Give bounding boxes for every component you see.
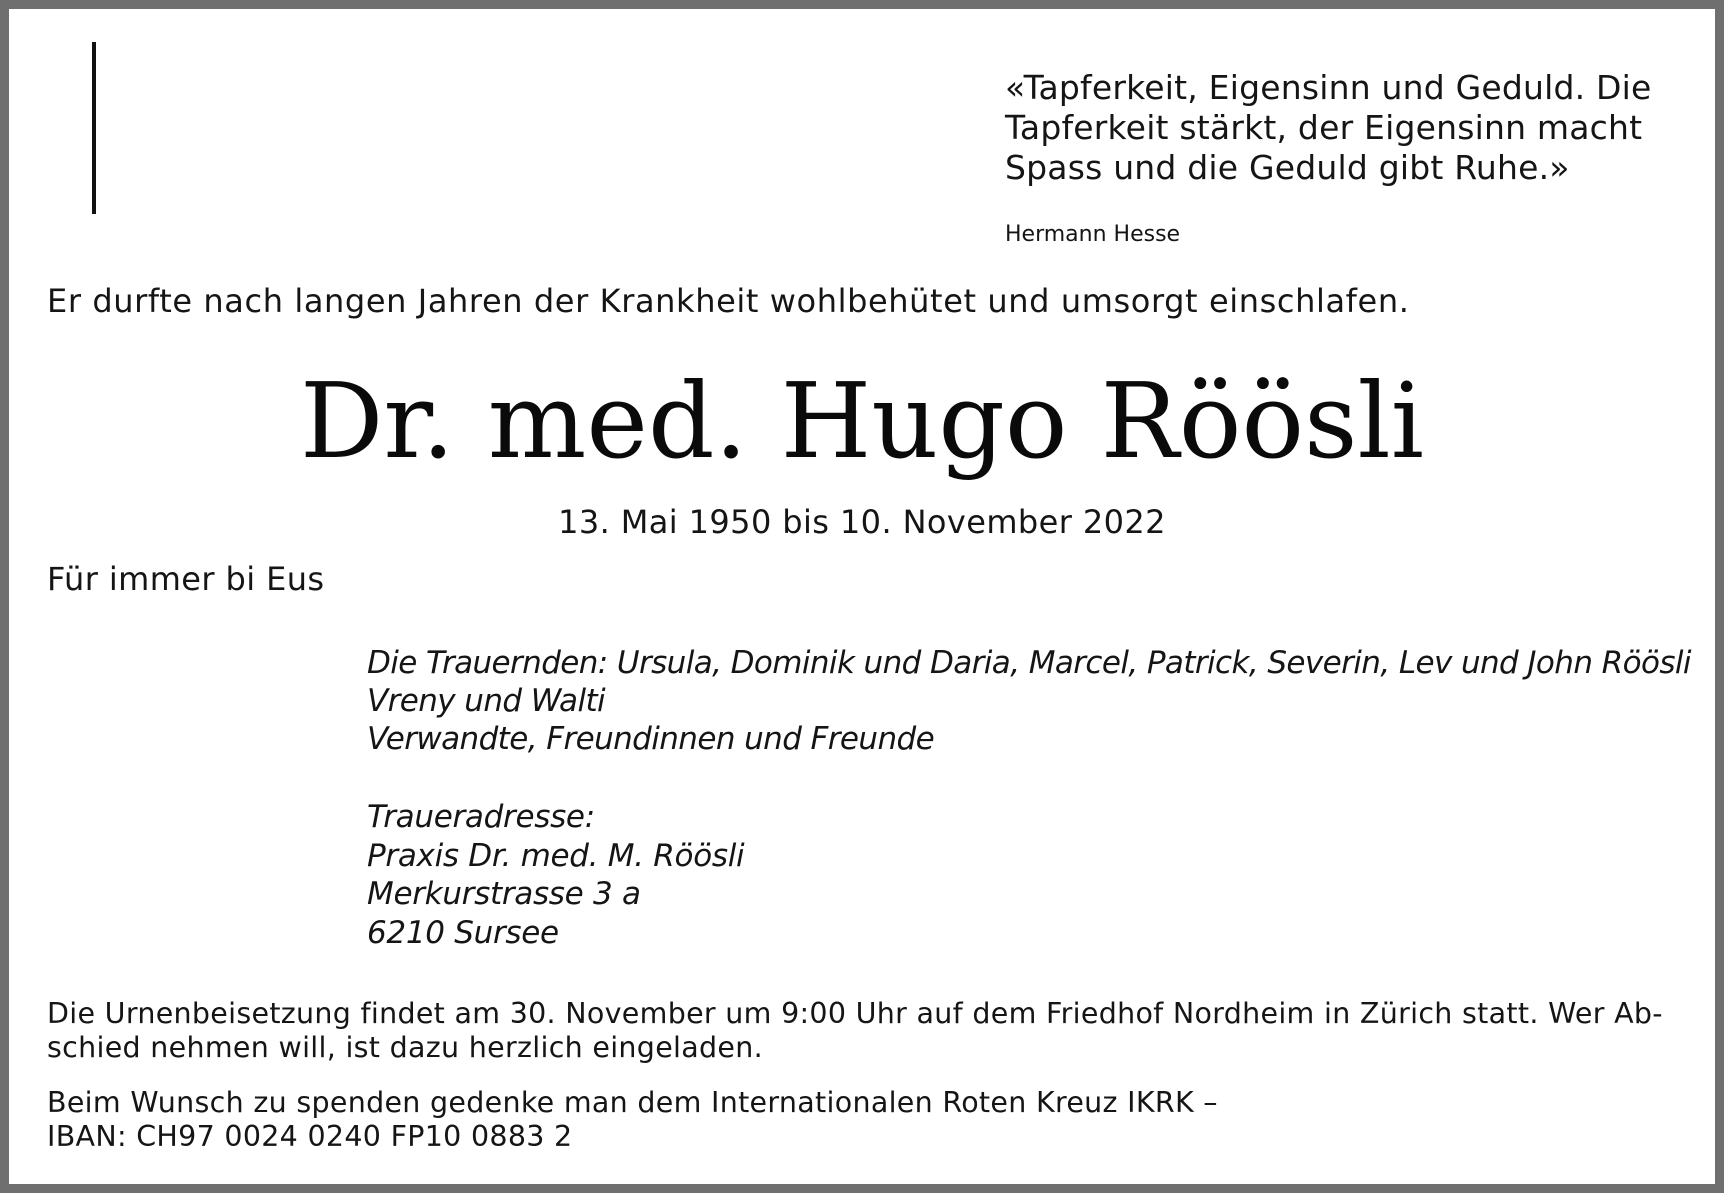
mourners-line: Verwandte, Freundinnen und Freunde [367,721,935,757]
quote-line: Spass und die Geduld gibt Ruhe.» [1005,148,1570,187]
address-label: Traueradresse: [367,799,595,835]
mourners-line: Vreny und Walti [367,683,606,719]
quote-line: Tapferkeit stärkt, der Eigensinn macht [1005,108,1643,147]
burial-line: Die Urnenbeisetzung findet am 30. November um 9:00 Uhr auf dem Friedhof Nordheim in Zürich statt. Wer Ab- [47,997,1663,1030]
mourning-bar-mark [92,42,96,214]
burial-notice [47,997,1687,1065]
address-line: Merkurstrasse 3 a [367,876,641,912]
mourning-address [367,798,744,952]
mourners-list [367,644,1707,758]
burial-line: schied nehmen will, ist dazu herzlich eingeladen. [47,1031,763,1064]
intro-text: Er durfte nach langen Jahren der Krankheit wohlbehütet und umsorgt einschlafen. [47,282,1410,320]
address-line: 6210 Sursee [367,914,559,951]
obituary-page [9,9,1715,1184]
donation-notice [47,1086,1218,1154]
quote-line: «Tapferkeit, Eigensinn und Geduld. Die [1005,68,1652,107]
deceased-name: Dr. med. Hugo Röösli [300,360,1424,482]
quote-author: Hermann Hesse [1005,222,1181,247]
iban-line: IBAN: CH97 0024 0240 FP10 0883 2 [47,1120,573,1153]
motto-text: Für immer bi Eus [47,560,325,598]
life-dates: 13. Mai 1950 bis 10. November 2022 [558,503,1166,541]
donation-line: Beim Wunsch zu spenden gedenke man dem Internationalen Roten Kreuz IKRK – [47,1086,1218,1119]
address-line: Praxis Dr. med. M. Röösli [367,837,745,874]
quote-text [1005,68,1695,188]
mourners-line: Die Trauernden: Ursula, Dominik und Daria, Marcel, Patrick, Severin, Lev und John Röösli [367,645,1691,681]
